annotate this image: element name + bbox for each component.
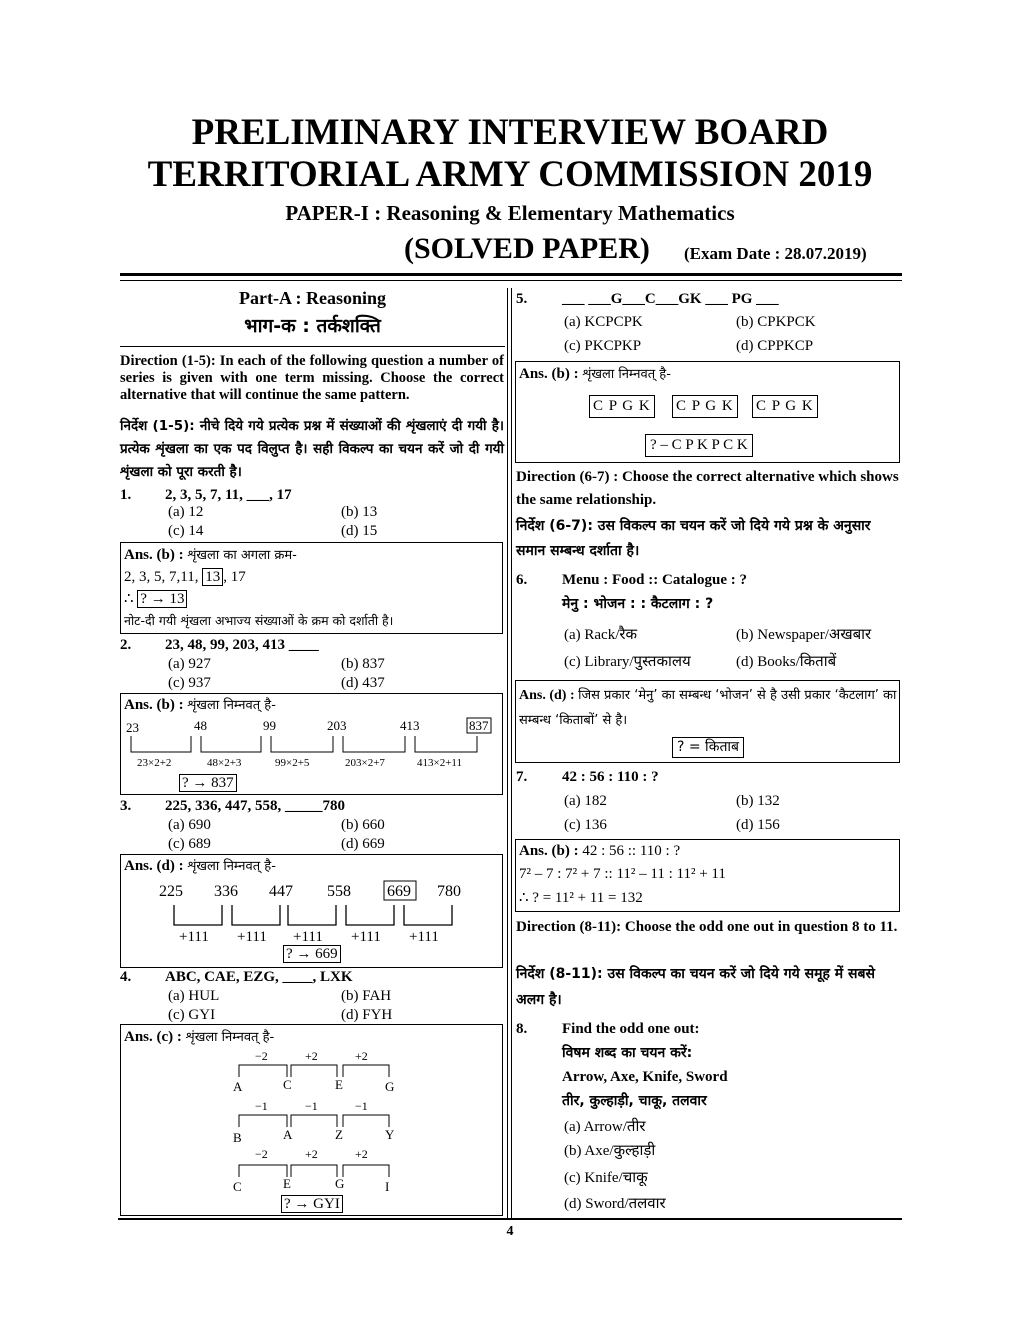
q7-answer-label: Ans. (b) : xyxy=(519,843,579,859)
q4-r3-2: E xyxy=(283,1176,291,1191)
exam-date: (Exam Date : 28.07.2019) xyxy=(684,244,867,263)
q2-num-1: 23 xyxy=(126,720,139,735)
q8-option-d: (d) Sword/तलवार xyxy=(564,1196,666,1212)
q2-op-2: 48×2+3 xyxy=(207,757,242,769)
part-heading: Part-A : Reasoning xyxy=(239,288,386,308)
q2-answer-label: Ans. (b) : xyxy=(124,697,184,713)
q3-op-3: +111 xyxy=(293,929,323,945)
q2-num-6: 837 xyxy=(469,718,489,733)
q8-option-c: (c) Knife/चाकू xyxy=(564,1170,648,1186)
q1-series: 2, 3, 5, 7,11, xyxy=(124,569,199,585)
q4-option-b: (b) FAH xyxy=(341,988,392,1004)
q3-text: 225, 336, 447, 558, _____780 xyxy=(165,798,345,814)
q6-number: 6. xyxy=(516,572,528,588)
q4-r2-2: A xyxy=(283,1127,293,1142)
q5-option-b: (b) CPKPCK xyxy=(736,314,816,330)
q5-option-d: (d) CPPKCP xyxy=(736,338,814,354)
q4-op1-2: +2 xyxy=(305,1049,318,1063)
q7-option-a: (a) 182 xyxy=(564,793,607,809)
direction-6-7-hindi: निर्देश (6-7): उस विकल्प का चयन करें जो दिये गये प्रश्न के अनुसार समान सम्बन्ध दर्शाता है। xyxy=(516,518,871,559)
q6-option-c: (c) Library/पुस्तकालय xyxy=(564,654,691,670)
q4-option-d: (d) FYH xyxy=(341,1007,393,1023)
q4-option-c: (c) GYI xyxy=(168,1007,216,1023)
q5-answer-box xyxy=(515,361,900,463)
q4-r1-4: G xyxy=(385,1079,395,1094)
q3-diagram xyxy=(121,877,502,949)
q3-brackets xyxy=(174,905,452,925)
q7-conclusion: ∴ ? = 11² + 11 = 132 xyxy=(519,890,643,906)
q5-option-a: (a) KCPCPK xyxy=(564,314,643,330)
q4-op3-3: +2 xyxy=(355,1147,368,1161)
q7-answer-box xyxy=(515,839,900,912)
q5-group-1: C P G K xyxy=(589,395,655,418)
q3-num-1: 225 xyxy=(159,883,183,900)
q7-answer-text: 42 : 56 :: 110 : ? xyxy=(582,843,681,859)
q2-diagram xyxy=(121,716,502,774)
q4-answer-box xyxy=(120,1024,503,1216)
q4-r1-2: C xyxy=(283,1077,292,1092)
q6-result: ? = किताब xyxy=(672,737,744,758)
q4-op3-2: +2 xyxy=(305,1147,318,1161)
q2-op-5: 413×2+11 xyxy=(417,757,462,769)
q4-r1-1: A xyxy=(233,1079,243,1094)
q4-number: 4. xyxy=(120,969,132,985)
q5-answer-hindi: शृंखला निम्नवत् है- xyxy=(582,367,671,382)
column-divider xyxy=(507,288,508,1218)
q4-brackets-1 xyxy=(239,1065,389,1077)
q2-num-3: 99 xyxy=(263,718,276,733)
q3-num-4: 558 xyxy=(327,883,351,900)
q5-group-3: C P G K xyxy=(752,395,818,418)
q3-option-d: (d) 669 xyxy=(341,836,385,852)
q1-option-a: (a) 12 xyxy=(168,504,204,520)
q6-text: Menu : Food :: Catalogue : ? xyxy=(562,572,747,588)
q1-option-c: (c) 14 xyxy=(168,523,204,539)
q2-num-5: 413 xyxy=(400,718,420,733)
q8-option-b: (b) Axe/कुल्हाड़ी xyxy=(564,1143,656,1159)
q7-option-c: (c) 136 xyxy=(564,817,607,833)
q1-answer-box xyxy=(120,542,503,634)
q2-option-c: (c) 937 xyxy=(168,675,211,691)
q2-op-4: 203×2+7 xyxy=(345,757,385,769)
q4-r3-3: G xyxy=(335,1176,345,1191)
q2-op-1: 23×2+2 xyxy=(137,757,172,769)
q8-text: Find the odd one out: xyxy=(562,1021,700,1037)
q1-boxed-answer: 13 xyxy=(202,568,223,586)
q7-option-b: (b) 132 xyxy=(736,793,780,809)
header-rule-thick xyxy=(120,273,902,276)
q2-result: ? → 837 xyxy=(179,774,237,792)
q3-option-a: (a) 690 xyxy=(168,817,211,833)
solved-paper-label: (SOLVED PAPER) xyxy=(404,232,650,265)
part-rule xyxy=(120,346,505,347)
q5-text: ___ ___G___C___GK ___ PG ___ xyxy=(562,291,779,307)
q6-option-b: (b) Newspaper/अखबार xyxy=(736,627,872,643)
q5-group-2: C P G K xyxy=(672,395,738,418)
q2-number: 2. xyxy=(120,637,132,653)
q3-number: 3. xyxy=(120,798,132,814)
title-line-1: PRELIMINARY INTERVIEW BOARD xyxy=(191,112,829,153)
q3-num-5: 669 xyxy=(387,883,411,900)
page-number: 4 xyxy=(506,1224,514,1239)
q2-brackets xyxy=(131,736,477,752)
q3-op-2: +111 xyxy=(237,929,267,945)
q8-text-hindi: विषम शब्द का चयन करें: xyxy=(562,1045,693,1061)
title-line-2: TERRITORIAL ARMY COMMISSION 2019 xyxy=(147,154,873,195)
q6-answer-box xyxy=(515,680,900,763)
q3-answer-hindi: शृंखला निम्नवत् है- xyxy=(187,859,276,874)
q5-result: ? – C P K P C K xyxy=(645,434,753,457)
q7-option-d: (d) 156 xyxy=(736,817,780,833)
q4-answer-label: Ans. (c) : xyxy=(124,1029,182,1045)
q1-series-end: , 17 xyxy=(223,569,246,585)
q3-answer-label: Ans. (d) : xyxy=(124,858,184,874)
q4-brackets-2 xyxy=(239,1115,389,1127)
q1-note: नोट-दी गयी शृंखला अभाज्य संख्याओं के क्रम को दर्शाती है। xyxy=(124,613,394,628)
q2-option-a: (a) 927 xyxy=(168,656,211,672)
q4-op3-1: −2 xyxy=(255,1147,268,1161)
q1-answer-hindi: शृंखला का अगला क्रम- xyxy=(187,548,297,563)
q3-op-4: +111 xyxy=(351,929,381,945)
q4-text: ABC, CAE, EZG, ____, LXK xyxy=(165,969,353,985)
q4-r3-1: C xyxy=(233,1179,242,1193)
q7-text: 42 : 56 : 110 : ? xyxy=(562,769,659,785)
q6-answer-hindi: जिस प्रकार ‘मेनु’ का सम्बन्ध ‘भोजन’ से है उसी प्रकार ‘कैटलाग’ का सम्बन्ध ‘किताबों’ से है। xyxy=(519,688,897,728)
q4-brackets-3 xyxy=(239,1165,389,1177)
q2-answer-box xyxy=(120,693,503,795)
q4-r2-4: Y xyxy=(385,1127,395,1142)
q1-answer-label: Ans. (b) : xyxy=(124,547,184,563)
q3-op-1: +111 xyxy=(179,929,209,945)
q8-words-hindi: तीर, कुल्हाड़ी, चाकू, तलवार xyxy=(562,1093,707,1109)
q6-text-hindi: मेनु : भोजन : : कैटलाग : ? xyxy=(562,596,714,612)
q3-num-6: 780 xyxy=(437,883,461,900)
q2-op-3: 99×2+5 xyxy=(275,757,310,769)
q4-r1-3: E xyxy=(335,1077,343,1092)
q2-option-d: (d) 437 xyxy=(341,675,385,691)
q4-op2-2: −1 xyxy=(305,1099,318,1113)
q4-r2-1: B xyxy=(233,1130,242,1145)
footer-rule xyxy=(118,1218,902,1220)
q8-number: 8. xyxy=(516,1021,528,1037)
q8-words: Arrow, Axe, Knife, Sword xyxy=(562,1069,728,1085)
direction-8-11: Direction (8-11): Choose the odd one out in question 8 to 11. xyxy=(516,919,898,935)
q4-op1-3: +2 xyxy=(355,1049,368,1063)
q3-option-b: (b) 660 xyxy=(341,817,385,833)
q4-r3-4: I xyxy=(385,1179,390,1193)
q5-answer-label: Ans. (b) : xyxy=(519,366,579,382)
q5-number: 5. xyxy=(516,291,528,307)
q3-num-2: 336 xyxy=(214,883,238,900)
therefore-symbol: ∴ xyxy=(124,591,134,607)
q4-answer-hindi: शृंखला निम्नवत् है- xyxy=(185,1030,275,1045)
q7-number: 7. xyxy=(516,769,528,785)
q4-op2-3: −1 xyxy=(355,1099,368,1113)
header-rule-thin xyxy=(120,280,902,281)
q4-diagram xyxy=(121,1045,502,1193)
q2-answer-hindi: शृंखला निम्नवत् है- xyxy=(187,698,276,713)
direction-8-11-hindi: निर्देश (8-11): उस विकल्प का चयन करें जो दिये गये समूह में सबसे अलग है। xyxy=(516,966,875,1008)
q3-op-5: +111 xyxy=(409,929,439,945)
q2-num-4: 203 xyxy=(327,718,347,733)
q7-working: 7² – 7 : 7² + 7 :: 11² – 11 : 11² + 11 xyxy=(519,866,726,882)
q6-option-a: (a) Rack/रैक xyxy=(564,627,638,643)
q4-op1-1: −2 xyxy=(255,1049,268,1063)
q1-result: ? → 13 xyxy=(137,590,187,608)
q2-text: 23, 48, 99, 203, 413 ____ xyxy=(165,637,319,653)
part-heading-hindi: भाग-क : तर्कशक्ति xyxy=(244,315,381,337)
q8-option-a: (a) Arrow/तीर xyxy=(564,1119,646,1135)
q4-result: ? → GYI xyxy=(281,1195,343,1213)
direction-6-7: Direction (6-7) : Choose the correct alternative which shows the same relationship. xyxy=(516,469,899,508)
q3-num-3: 447 xyxy=(269,883,293,900)
q2-num-2: 48 xyxy=(194,718,207,733)
direction-1-5: Direction (1-5): In each of the following question a number of series is given with one term missing. Choose the correct alternative that will continue the same pattern. xyxy=(120,353,504,403)
q4-op2-1: −1 xyxy=(255,1099,268,1113)
q4-option-a: (a) HUL xyxy=(168,988,220,1004)
direction-1-5-hindi: निर्देश (1-5): नीचे दिये गये प्रत्येक प्रश्न में संख्याओं की शृंखलाएं दी गयी है। प्रत्येक शृंखला का एक पद विलुप्त है। सही विकल्प का चयन करें जो दी गयी शृंखला को पूरा करती है। xyxy=(120,418,504,480)
q3-option-c: (c) 689 xyxy=(168,836,211,852)
paper-subtitle: PAPER-I : Reasoning & Elementary Mathematics xyxy=(285,201,735,225)
q1-option-d: (d) 15 xyxy=(341,523,378,539)
q5-option-c: (c) PKCPKP xyxy=(564,338,642,354)
q4-r2-3: Z xyxy=(335,1127,343,1142)
q2-option-b: (b) 837 xyxy=(341,656,385,672)
q3-result: ? → 669 xyxy=(283,945,341,963)
q6-answer-label: Ans. (d) : xyxy=(519,688,575,703)
q3-answer-box xyxy=(120,854,503,968)
q1-option-b: (b) 13 xyxy=(341,504,378,520)
q6-option-d: (d) Books/किताबें xyxy=(736,654,837,670)
q1-number: 1. xyxy=(120,487,132,503)
column-divider-2 xyxy=(511,288,512,1218)
q1-text: 2, 3, 5, 7, 11, ___, 17 xyxy=(165,487,292,503)
